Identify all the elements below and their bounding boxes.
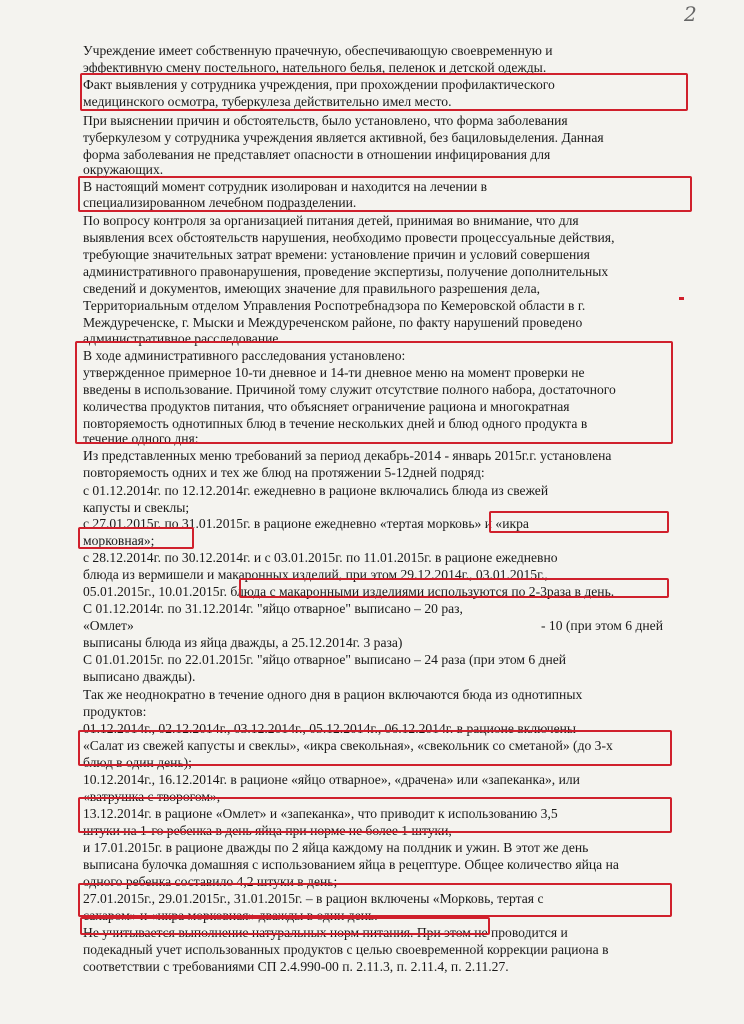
- text-line: Учреждение имеет собственную прачечную, обеспечивающую своевременную и: [83, 43, 553, 58]
- highlight-box: [78, 730, 672, 766]
- text-line: повторяемость однотипных блюд в течение нескольких дней и блюд одного продукта в: [83, 416, 588, 431]
- text-line: форма заболевания не представляет опасности в отношении инфицирования для: [83, 147, 551, 162]
- text-line: введены в использование. Причиной тому служит отсутствие полного набора, достаточного: [83, 382, 616, 397]
- text-line: При выяснении причин и обстоятельств, было установлено, что форма заболевания: [83, 113, 568, 128]
- text-line: Территориальным отделом Управления Роспотребнадзора по Кемеровской области в г.: [83, 298, 586, 313]
- text-line: Факт выявления у сотрудника учреждения, при прохождении профилактического: [83, 77, 555, 92]
- highlight-box: [80, 917, 490, 935]
- text-line: 27.01.2015г., 29.01.2015г., 31.01.2015г. – в рацион включены «Морковь, тертая с: [83, 891, 544, 906]
- text-line: [83, 617, 667, 634]
- text-line: блюд в один день);: [83, 755, 192, 770]
- highlight-box: [78, 797, 672, 833]
- omelet-label: «Омлет»: [83, 618, 134, 633]
- page-number: 2: [684, 2, 697, 26]
- text-line: эффективную смену постельного, нательного белья, пеленок и детской одежды.: [83, 60, 547, 75]
- text-line: повторяемость одних и тех же блюд на протяжении 5-12дней подряд:: [83, 465, 485, 480]
- highlight-box: [75, 341, 673, 444]
- text-line: с 27.01.2015г. по 31.01.2015г. в рационе ежедневно «тертая морковь» и «икра: [83, 516, 529, 531]
- text-line: продуктов:: [83, 704, 147, 719]
- text-line: Так же неоднократно в течение одного дня в рацион включаются бюда из однотипных: [83, 687, 583, 702]
- red-mark: [679, 297, 684, 300]
- text-line: штуки на 1-го ребенка в день яйца при норме не более 1 штуки,: [83, 823, 452, 838]
- highlight-box: [78, 883, 672, 917]
- text-line: выписана булочка домашняя с использованием яйца в рецептуре. Общее количество яйца на: [83, 857, 619, 872]
- text-line: Из представленных меню требований за период декабрь-2014 - январь 2015г.г. установлена: [83, 448, 612, 463]
- text-line: требующие значительных затрат времени: установление причин и условий совершения: [83, 247, 590, 262]
- text-line: С 01.01.2015г. по 22.01.2015г. "яйцо отварное" выписано – 24 раза (при этом 6 дней: [83, 652, 567, 667]
- text-line: морковная»;: [83, 533, 155, 548]
- text-line: соответствии с требованиями СП 2.4.990-00 п. 2.11.3, п. 2.11.4, п. 2.11.27.: [83, 959, 509, 974]
- highlight-box: [78, 527, 194, 549]
- text-line: туберкулезом у сотрудника учреждения является активной, без бациловыделения. Данная: [83, 130, 604, 145]
- text-line: Не учитывается выполнение натуральных норм питания. При этом не проводится и: [83, 925, 568, 940]
- omelet-count: - 10 (при этом 6 дней: [540, 618, 663, 633]
- text-line: блюда из вермишели и макаронных изделий, при этом 29.12.2014г., 03.01.2015г.,: [83, 567, 548, 582]
- text-line: По вопросу контроля за организацией питания детей, принимая во внимание, что для: [83, 213, 579, 228]
- text-line: сведений и документов, имеющих значение для правильного разрешения дела,: [83, 281, 541, 296]
- text-line: капусты и свеклы;: [83, 500, 190, 515]
- text-line: Междуреченске, г. Мыски и Междуреченском районе, по факту нарушений проведено: [83, 315, 583, 330]
- text-line: подекадный учет использованных продуктов с целью своевременной коррекции рациона в: [83, 942, 609, 957]
- text-line: В настоящий момент сотрудник изолирован и находится на лечении в: [83, 179, 488, 194]
- text-line: утвержденное примерное 10-ти дневное и 14-ти дневное меню на момент проверки не: [83, 365, 585, 380]
- text-line: сахаром» и «икра морковная» дважды в один день.: [83, 908, 378, 923]
- text-line: медицинского осмотра, туберкулеза действительно имел место.: [83, 94, 452, 109]
- text-line: выписано дважды).: [83, 669, 196, 684]
- text-line: 05.01.2015г., 10.01.2015г. блюда с макаронными изделиями используются по 2-3раза в день.: [83, 584, 615, 599]
- text-line: административного правонарушения, проведение экспертизы, получение дополнительных: [83, 264, 609, 279]
- text-line: и 17.01.2015г. в рационе дважды по 2 яйца каждому на полдник и ужин. В этот же день: [83, 840, 589, 855]
- text-line: течение одного дня:: [83, 431, 199, 446]
- text-line: одного ребенка составило 4,2 штуки в день;: [83, 874, 338, 889]
- text-line: В ходе административного расследования установлено:: [83, 348, 406, 363]
- highlight-box: [78, 176, 692, 212]
- text-line: «ватрушка с творогом»,: [83, 789, 221, 804]
- highlight-box: [489, 511, 669, 533]
- text-line: выявления всех обстоятельств нарушения, необходимо провести процессуальные действия,: [83, 230, 615, 245]
- text-line: С 01.12.2014г. по 31.12.2014г. "яйцо отварное" выписано – 20 раз,: [83, 601, 463, 616]
- highlight-box: [80, 73, 688, 111]
- text-line: с 01.12.2014г. по 12.12.2014г. ежедневно в рационе включались блюда из свежей: [83, 483, 549, 498]
- text-line: выписаны блюда из яйца дважды, а 25.12.2014г. 3 раза): [83, 635, 403, 650]
- text-line: 10.12.2014г., 16.12.2014г. в рационе «яйцо отварное», «драчена» или «запеканка», или: [83, 772, 580, 787]
- text-line: специализированном лечебном подразделении.: [83, 195, 357, 210]
- text-line: окружающих.: [83, 162, 164, 177]
- text-line: 01.12.2014г., 02.12.2014г., 03.12.2014г., 05.12.2014г., 06.12.2014г. в рационе включены: [83, 721, 577, 736]
- text-line: количества продуктов питания, что объясняет ограничение рациона и многократная: [83, 399, 570, 414]
- text-line: административное расследование.: [83, 331, 282, 346]
- text-line: 13.12.2014г. в рационе «Омлет» и «запеканка», что приводит к использованию 3,5: [83, 806, 558, 821]
- text-line: с 28.12.2014г. по 30.12.2014г. и с 03.01.2015г. по 11.01.2015г. в рационе ежедневно: [83, 550, 558, 565]
- text-line: «Салат из свежей капусты и свеклы», «икра свекольная», «свекольник со сметаной» (до 3-х: [83, 738, 613, 753]
- highlight-box: [239, 578, 669, 598]
